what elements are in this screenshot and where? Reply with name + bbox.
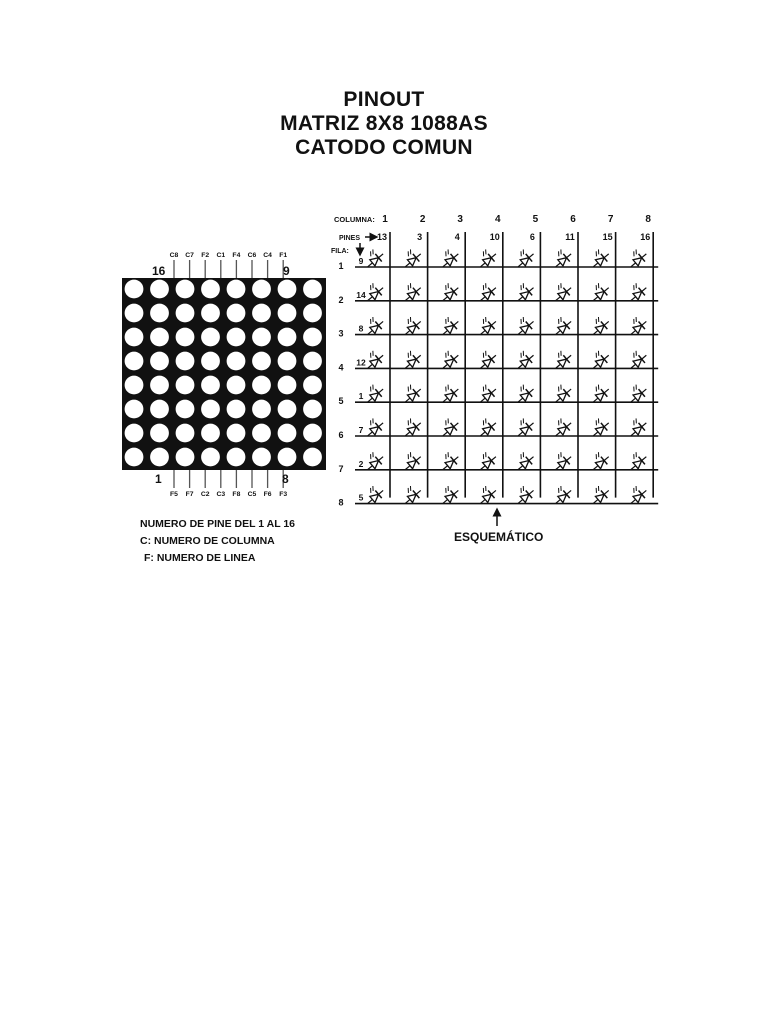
top-pin-label: F1 (279, 252, 288, 259)
led-dot (176, 352, 195, 371)
schematic-column-labels (382, 214, 651, 225)
column-number: 4 (495, 214, 501, 225)
led-dot (150, 352, 169, 371)
led-dot (125, 400, 144, 419)
led-dot (303, 328, 322, 347)
matrix-module (122, 252, 326, 498)
row-pin-number: 5 (358, 492, 364, 503)
led-dot (176, 328, 195, 347)
schematic-row-pins (356, 256, 366, 503)
schematic-leds (358, 246, 649, 507)
legend-line-2: C: NUMERO DE COLUMNA (140, 535, 275, 547)
led-dot (125, 280, 144, 299)
column-pin-number: 16 (640, 232, 651, 242)
led-dot (150, 448, 169, 467)
schematic-wires (355, 232, 658, 504)
bottom-pin-label: F7 (185, 491, 194, 498)
led-dot (278, 400, 297, 419)
row-number: 4 (338, 362, 344, 373)
corner-label-bottom-left: 1 (155, 472, 162, 486)
led-dot (176, 424, 195, 443)
led-dot (125, 328, 144, 347)
led-dot (176, 280, 195, 299)
bottom-pin-label: C2 (200, 491, 210, 498)
column-pin-number: 13 (376, 232, 388, 242)
row-number: 8 (338, 497, 344, 508)
top-pin-label: C1 (216, 252, 226, 259)
top-pin-label: C8 (169, 252, 179, 259)
bottom-pin-label: F3 (279, 491, 288, 498)
title-line-2: MATRIZ 8X8 1088AS (280, 112, 488, 135)
bottom-pin-label: F5 (170, 491, 178, 498)
top-pin-label: C4 (263, 252, 272, 259)
row-number: 3 (338, 328, 344, 339)
row-pin-number: 2 (358, 458, 364, 469)
led-dot (227, 352, 246, 371)
row-pin-number: 8 (358, 323, 364, 334)
led-dot (303, 400, 322, 419)
bottom-pin-label: C3 (216, 491, 226, 498)
title-line-1: PINOUT (343, 88, 425, 111)
led-dot (303, 448, 322, 467)
column-pin-number: 15 (602, 232, 613, 242)
led-dot (227, 328, 246, 347)
led-dot (176, 376, 195, 395)
column-pin-number: 10 (489, 232, 500, 242)
led-dot (227, 304, 246, 323)
led-dot (201, 352, 220, 371)
led-dot (252, 304, 271, 323)
corner-label-top-right: 9 (283, 264, 290, 278)
corner-label-bottom-right: 8 (282, 472, 289, 486)
row-number: 1 (338, 261, 344, 271)
pin-legend (140, 516, 295, 567)
led-dot (176, 448, 195, 467)
top-pin-label: C7 (185, 252, 194, 259)
led-dot (150, 376, 169, 395)
page-title (0, 88, 768, 160)
led-dot (150, 328, 169, 347)
schematic-row-labels (338, 261, 343, 508)
row-number: 7 (338, 463, 344, 474)
schematic-caption: ESQUEMÁTICO (454, 530, 544, 544)
top-pin-label: F4 (232, 252, 241, 259)
row-pin-number: 12 (356, 357, 366, 368)
led-dot (150, 304, 169, 323)
column-pin-number: 6 (529, 232, 535, 242)
led-dot (227, 424, 246, 443)
bottom-pin-label: F6 (263, 491, 272, 498)
row-number: 5 (338, 396, 344, 407)
led-dot (201, 280, 220, 299)
column-number: 7 (607, 214, 614, 225)
led-dot (125, 448, 144, 467)
led-dot (252, 352, 271, 371)
led-dot (278, 448, 297, 467)
led-dot (278, 304, 297, 323)
column-number: 8 (645, 214, 651, 225)
column-number: 1 (382, 214, 388, 225)
led-dot (227, 400, 246, 419)
column-pin-number: 4 (454, 232, 460, 242)
row-pin-number: 1 (358, 391, 364, 402)
column-number: 5 (532, 214, 539, 225)
row-pin-number: 9 (358, 256, 364, 266)
fila-label: FILA: (331, 248, 349, 255)
top-pin-label: C6 (247, 252, 257, 259)
led-dot (278, 280, 297, 299)
column-number: 6 (570, 214, 576, 225)
led-dot (201, 304, 220, 323)
led-dot (252, 424, 271, 443)
column-number: 3 (457, 214, 463, 225)
led-dot (150, 424, 169, 443)
bottom-pins (170, 470, 287, 498)
pines-label: PINES (339, 235, 361, 242)
led-dot (252, 376, 271, 395)
row-number: 6 (338, 430, 344, 440)
bottom-pin-label: C5 (247, 491, 257, 498)
top-pin-label: F2 (201, 252, 210, 259)
top-pins (170, 252, 288, 278)
led-dot (278, 352, 297, 371)
schematic (331, 214, 658, 526)
bottom-pin-label: F8 (232, 491, 241, 498)
led-dot (303, 352, 322, 371)
led-dot (201, 448, 220, 467)
led-dot (176, 400, 195, 419)
led-dot (252, 400, 271, 419)
column-pin-number: 3 (417, 232, 423, 242)
column-pin-number: 11 (565, 232, 575, 242)
led-dot (150, 400, 169, 419)
led-dot (125, 304, 144, 323)
led-dot (252, 448, 271, 467)
led-dot (125, 352, 144, 371)
led-dot (227, 448, 246, 467)
led-dot (125, 376, 144, 395)
led-dot (227, 376, 246, 395)
legend-line-1: NUMERO DE PINE DEL 1 AL 16 (140, 518, 296, 530)
led-dot (303, 304, 322, 323)
columna-label: COLUMNA: (334, 215, 375, 224)
led-dot (303, 376, 322, 395)
led-dot (252, 328, 271, 347)
led-dot (303, 280, 322, 299)
led-dot (201, 424, 220, 443)
row-pin-number: 14 (356, 289, 366, 300)
title-line-3: CATODO COMUN (295, 136, 473, 159)
row-number: 2 (338, 294, 344, 305)
led-dot (278, 424, 297, 443)
led-dot (201, 400, 220, 419)
led-dot (278, 328, 297, 347)
row-pin-number: 7 (358, 425, 364, 435)
legend-line-3: F: NUMERO DE LINEA (144, 552, 256, 564)
led-dot (125, 424, 144, 443)
led-dot (176, 304, 195, 323)
led-dot (252, 280, 271, 299)
led-dot (227, 280, 246, 299)
led-dot (201, 328, 220, 347)
led-dot (278, 376, 297, 395)
led-dot (201, 376, 220, 395)
column-number: 2 (419, 214, 426, 225)
schematic-column-pins (377, 232, 650, 242)
led-dot (303, 424, 322, 443)
corner-label-top-left: 16 (152, 264, 166, 278)
led-dot (150, 280, 169, 299)
